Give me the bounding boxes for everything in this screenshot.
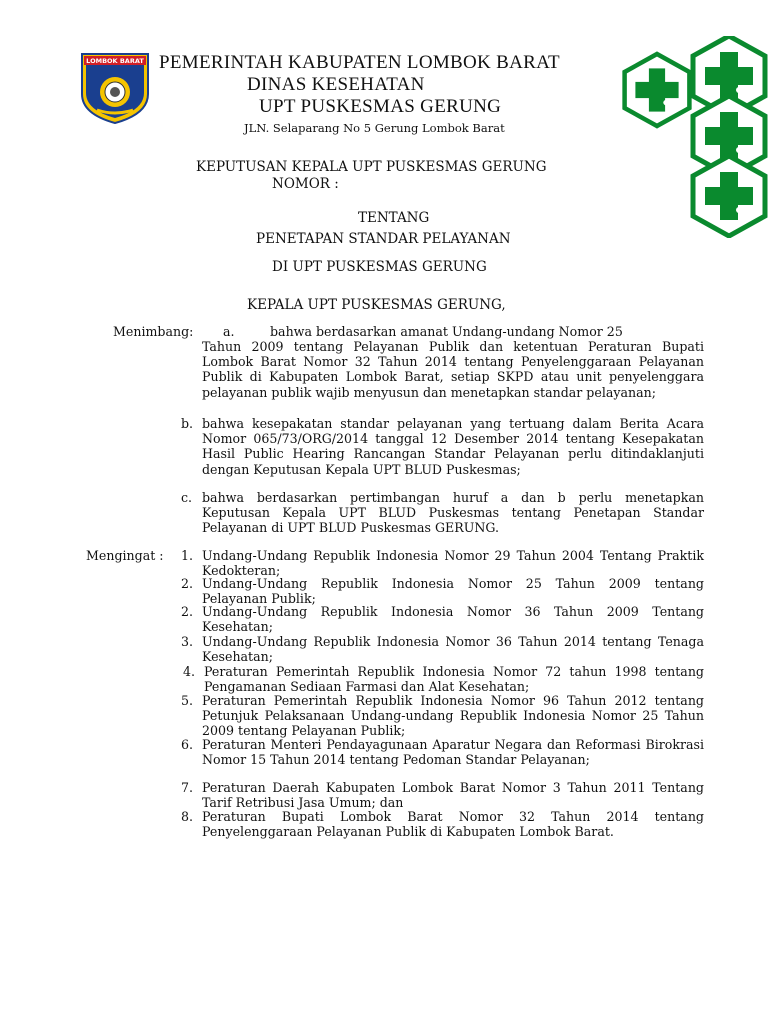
menimbang-item-c-text: bahwa berdasarkan pertimbangan huruf a dan b perlu menetapkan Keputusan Kepala UPT BLUD Puskesmas tentang Penetapan Standar Pelayanan di UPT BLUD Puskesmas GERUNG. bbox=[202, 490, 704, 536]
menimbang-marker-c: c. bbox=[181, 490, 193, 505]
mengingat-item-2b-text: Undang-Undang Republik Indonesia Nomor 36 Tahun 2009 Tentang Kesehatan; bbox=[202, 604, 704, 635]
decision-number: NOMOR : bbox=[272, 176, 339, 192]
mengingat-marker-3: 3. bbox=[181, 634, 194, 649]
mengingat-marker-2: 2. bbox=[181, 576, 194, 591]
mengingat-marker-1: 1. bbox=[181, 548, 194, 563]
svg-text:LOMBOK BARAT: LOMBOK BARAT bbox=[86, 57, 144, 65]
mengingat-item-5-text: Peraturan Pemerintah Republik Indonesia Nomor 96 Tahun 2012 tentang Petunjuk Pelaksanaan Undang-undang Republik Indonesia Nomor 25 Tahun 2009 tentang Pelayanan Publik; bbox=[202, 693, 704, 739]
mengingat-marker-4: 4. bbox=[183, 664, 196, 679]
header-address: JLN. Selaparang No 5 Gerung Lombok Barat bbox=[244, 121, 505, 135]
lombok-barat-logo bbox=[79, 52, 151, 124]
menimbang-marker-a: a. bbox=[223, 324, 235, 339]
header-department: DINAS KESEHATAN bbox=[247, 74, 425, 95]
mengingat-label: Mengingat : bbox=[86, 548, 164, 563]
menimbang-item-b-text: bahwa kesepakatan standar pelayanan yang tertuang dalam Berita Acara Nomor 065/73/ORG/2014 tanggal 12 Desember 2014 tentang Kesepakatan Hasil Public Hearing Rancangan Standar Pelayanan perlu ditindaklanjuti dengan Keputusan Kepala UPT BLUD Puskesmas; bbox=[202, 416, 704, 477]
menimbang-item-a-text: Tahun 2009 tentang Pelayanan Publik dan ketentuan Peraturan Bupati Lombok Barat Nomor 32 Tahun 2014 tentang Penyelenggaraan Pelayanan Publik di Kabupaten Lombok Barat, setiap SKPD atau unit penyelenggara pelayanan publik wajib menyusun dan menetapkan standar pelayanan; bbox=[202, 339, 704, 400]
mengingat-marker-6: 6. bbox=[181, 737, 194, 752]
menimbang-label: Menimbang: bbox=[113, 324, 194, 339]
menimbang-marker-b: b. bbox=[181, 416, 194, 431]
about-heading: TENTANG bbox=[358, 210, 430, 226]
mengingat-marker-7: 7. bbox=[181, 780, 194, 795]
mengingat-item-6-text: Peraturan Menteri Pendayagunaan Aparatur Negara dan Reformasi Birokrasi Nomor 15 Tahun 2014 tentang Pedoman Standar Pelayanan; bbox=[202, 737, 704, 768]
mengingat-item-3-text: Undang-Undang Republik Indonesia Nomor 36 Tahun 2014 tentang Tenaga Kesehatan; bbox=[202, 634, 704, 665]
mengingat-marker-5: 5. bbox=[181, 693, 194, 708]
menimbang-item-a-first-line: bahwa berdasarkan amanat Undang-undang Nomor 25 bbox=[270, 324, 623, 339]
header-government: PEMERINTAH KABUPATEN LOMBOK BARAT bbox=[159, 52, 560, 73]
header-puskesmas: UPT PUSKESMAS GERUNG bbox=[259, 96, 502, 117]
subject-line-2: DI UPT PUSKESMAS GERUNG bbox=[272, 259, 487, 275]
subject-line-1: PENETAPAN STANDAR PELAYANAN bbox=[256, 231, 511, 247]
mengingat-item-7-text: Peraturan Daerah Kabupaten Lombok Barat Nomor 3 Tahun 2011 Tentang Tarif Retribusi Jasa Umum; dan bbox=[202, 780, 704, 811]
mengingat-marker-8: 8. bbox=[181, 809, 194, 824]
mengingat-item-1-text: Undang-Undang Republik Indonesia Nomor 29 Tahun 2004 Tentang Praktik Kedokteran; bbox=[202, 548, 704, 579]
head-of-puskesmas: KEPALA UPT PUSKESMAS GERUNG, bbox=[247, 297, 506, 313]
mengingat-item-2-text: Undang-Undang Republik Indonesia Nomor 25 Tahun 2009 tentang Pelayanan Publik; bbox=[202, 576, 704, 607]
mengingat-marker-2b: 2. bbox=[181, 604, 194, 619]
decision-title: KEPUTUSAN KEPALA UPT PUSKESMAS GERUNG bbox=[196, 159, 547, 175]
mengingat-item-4-text: Peraturan Pemerintah Republik Indonesia Nomor 72 tahun 1998 tentang Pengamanan Sediaan Farmasi dan Alat Kesehatan; bbox=[204, 664, 704, 695]
mengingat-item-8-text: Peraturan Bupati Lombok Barat Nomor 32 Tahun 2014 tentang Penyelenggaraan Pelayanan Publik di Kabupaten Lombok Barat. bbox=[202, 809, 704, 840]
puskesmas-logo bbox=[621, 36, 768, 238]
